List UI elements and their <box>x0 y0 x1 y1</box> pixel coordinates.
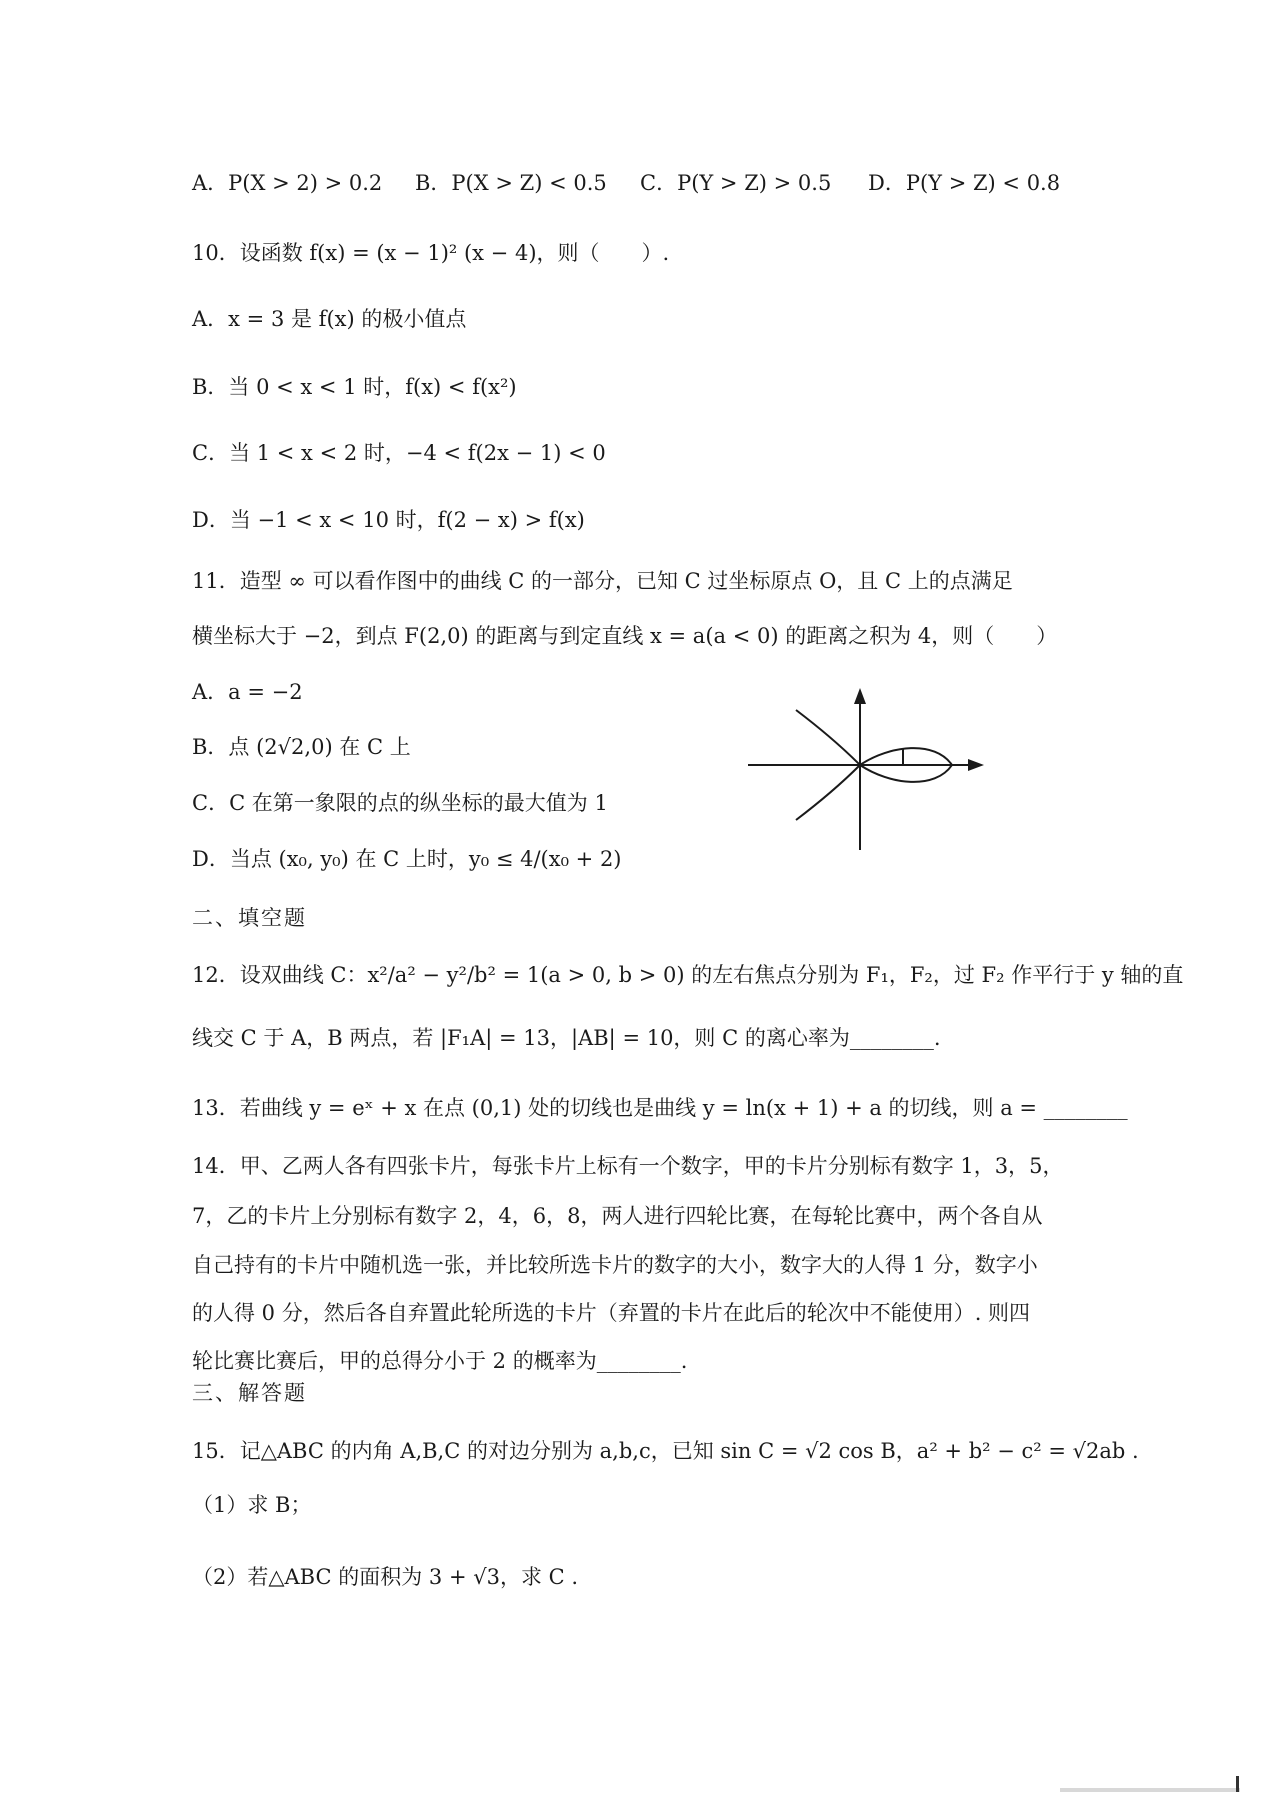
q14-line5: 轮比赛比赛后，甲的总得分小于 2 的概率为________. <box>192 1349 688 1373</box>
q11-option-c: C．C 在第一象限的点的纵坐标的最大值为 1 <box>192 791 608 815</box>
q9-option-d: D．P(Y > Z) < 0.8 <box>868 171 1061 195</box>
q13-text: 13．若曲线 y = eˣ + x 在点 (0,1) 处的切线也是曲线 y = ln(x + 1) + a 的切线，则 a = ________ <box>192 1096 1128 1120</box>
q14-line4: 的人得 0 分，然后各自弃置此轮所选的卡片（弃置的卡片在此后的轮次中不能使用）. 则四 <box>192 1301 1031 1325</box>
q9-option-a: A．P(X > 2) > 0.2 <box>192 171 383 195</box>
q11-option-a: A．a = −2 <box>192 680 303 704</box>
q15-stem: 15．记△ABC 的内角 A,B,C 的对边分别为 a,b,c，已知 sin C = √2 cos B，a² + b² − c² = √2ab . <box>192 1439 1139 1463</box>
q14-line1: 14．甲、乙两人各有四张卡片，每张卡片上标有一个数字，甲的卡片分别标有数字 1，3，5， <box>192 1154 1064 1178</box>
q10-stem: 10．设函数 f(x) = (x − 1)² (x − 4)，则（ ）. <box>192 241 670 265</box>
q14-line2: 7，乙的卡片上分别标有数字 2，4，6，8，两人进行四轮比赛，在每轮比赛中，两个各自从 <box>192 1204 1043 1228</box>
q10-option-a: A．x = 3 是 f(x) 的极小值点 <box>192 307 467 331</box>
section-3-heading: 三、解答题 <box>192 1381 307 1405</box>
q15-part1: （1）求 B； <box>192 1493 312 1517</box>
section-2-heading: 二、填空题 <box>192 906 307 930</box>
q9-option-b: B．P(X > Z) < 0.5 <box>415 171 607 195</box>
q15-part2: （2）若△ABC 的面积为 3 + √3，求 C . <box>192 1565 579 1589</box>
q10-option-c: C．当 1 < x < 2 时，−4 < f(2x − 1) < 0 <box>192 441 606 465</box>
curve-upper-branch <box>796 710 860 765</box>
scan-edge-tick <box>1236 1776 1239 1792</box>
q11-option-d: D．当点 (x₀, y₀) 在 C 上时，y₀ ≤ 4/(x₀ + 2) <box>192 847 622 871</box>
q14-line3: 自己持有的卡片中随机选一张，并比较所选卡片的数字的大小，数字大的人得 1 分，数字小 <box>192 1253 1038 1277</box>
q12-line1: 12．设双曲线 C：x²/a² − y²/b² = 1(a > 0, b > 0) 的左右焦点分别为 F₁，F₂，过 F₂ 作平行于 y 轴的直 <box>192 963 1184 987</box>
scan-edge-mark <box>1060 1788 1240 1792</box>
q11-stem-line2: 横坐标大于 −2，到点 F(2,0) 的距离与到定直线 x = a(a < 0) 的距离之积为 4，则（ ） <box>192 624 1058 648</box>
q10-option-d: D．当 −1 < x < 10 时，f(2 − x) > f(x) <box>192 508 585 532</box>
q11-option-b: B．点 (2√2,0) 在 C 上 <box>192 735 411 759</box>
y-axis-arrow <box>854 688 866 704</box>
curve-lower-branch <box>796 765 860 820</box>
q11-stem-line1: 11．造型 ∞ 可以看作图中的曲线 C 的一部分，已知 C 过坐标原点 O，且 C 上的点满足 <box>192 569 1013 593</box>
curve-c-figure <box>740 680 990 855</box>
q10-option-b: B．当 0 < x < 1 时，f(x) < f(x²) <box>192 375 517 399</box>
q9-option-c: C．P(Y > Z) > 0.5 <box>640 171 832 195</box>
x-axis-arrow <box>968 759 984 771</box>
q12-line2: 线交 C 于 A，B 两点，若 |F₁A| = 13，|AB| = 10，则 C 的离心率为________. <box>192 1026 941 1050</box>
